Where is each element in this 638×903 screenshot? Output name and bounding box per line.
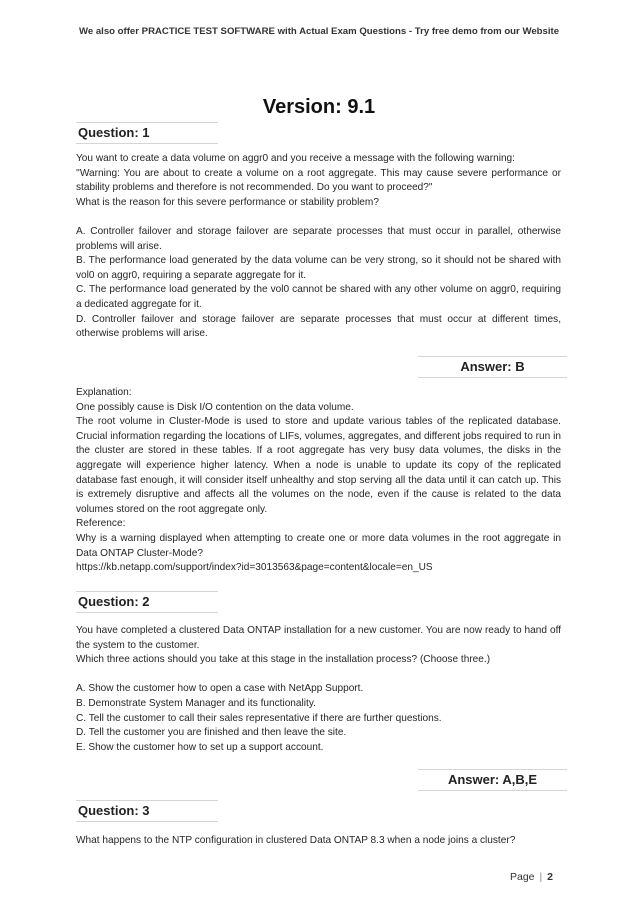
question-2-option-c: C. Tell the customer to call their sales representative if there are further questions. — [76, 712, 442, 724]
question-1-option-c: C. The performance load generated by the vol0 cannot be shared with any other volume on aggr0, requiring a dedicated aggregate for it. — [76, 284, 561, 310]
question-1-explanation — [76, 386, 561, 576]
page-separator: | — [539, 871, 543, 883]
question-3-stem: What happens to the NTP configuration in clustered Data ONTAP 8.3 when a node joins a cluster? — [76, 835, 516, 846]
question-2-option-d: D. Tell the customer you are finished and then leave the site. — [76, 727, 347, 739]
reference-title: Why is a warning displayed when attempting to create one or more data volumes in the root aggregate in Data ONTAP Cluster-Mode? — [76, 532, 561, 559]
explanation-detail: The root volume in Cluster-Mode is used to store and update various tables of the replicated database. Crucial information regarding the locations of LIFs, volumes, aggregates, and different jobs required to run in the cluster are stored in these tables. If a root aggregate has very busy data volumes, the disks in the aggregate will experience higher latency. When a node is unable to update its copy of the replicated database fast enough, it will consider itself unhealthy and stop serving all the data until it can catch up. This is extremely disruptive and affects all the volumes on the node, even if the cause is related to the data volumes stored on the root aggregate only. — [76, 416, 561, 515]
question-3-body — [76, 834, 561, 849]
question-1-body — [76, 152, 561, 342]
explanation-cause: One possibly cause is Disk I/O contention on the data volume. — [76, 401, 354, 413]
reference-label: Reference: — [76, 518, 126, 530]
question-1-option-b: B. The performance load generated by the data volume can be very strong, so it should not be shared with vol0 on aggr0, requiring a separate aggregate for it. — [76, 255, 561, 281]
version-title: Version: 9.1 — [262, 96, 376, 118]
question-2-option-b: B. Demonstrate System Manager and its functionality. — [76, 697, 316, 709]
question-2-heading: Question: 2 — [76, 591, 218, 613]
reference-link[interactable]: https://kb.netapp.com/support/index?id=3013563&page=content&locale=en_US — [76, 562, 433, 574]
question-2-option-a: A. Show the customer how to open a case with NetApp Support. — [76, 683, 364, 695]
question-1-option-a: A. Controller failover and storage failover are separate processes that must occur in parallel, otherwise problems will arise. — [76, 225, 561, 252]
question-1-stem-warning: ''Warning: You are about to create a volume on a root aggregate. This may cause severe performance or stability problems and therefore is not recommended. Do you want to proceed?" — [76, 167, 561, 194]
question-2-stem-question: Which three actions should you take at this stage in the installation process? (Choose three.) — [76, 654, 491, 666]
question-1-stem-line: You want to create a data volume on aggr0 and you receive a message with the following warning: — [76, 153, 515, 164]
question-1-answer: Answer: B — [418, 356, 567, 378]
page-number: 2 — [547, 871, 553, 883]
page-label: Page — [510, 871, 535, 883]
page-footer — [510, 871, 553, 883]
promo-banner: We also offer PRACTICE TEST SOFTWARE with Actual Exam Questions - Try free demo from our Website — [78, 26, 560, 37]
question-1-heading: Question: 1 — [76, 122, 218, 144]
question-2-option-e: E. Show the customer how to set up a support account. — [76, 741, 324, 753]
question-1-option-d: D. Controller failover and storage failover are separate processes that must occur at different times, otherwise problems will arise. — [76, 313, 561, 340]
question-2-stem-context: You have completed a clustered Data ONTAP installation for a new customer. You are now ready to hand off the system to the customer. — [76, 625, 561, 651]
question-2-body — [76, 624, 561, 755]
question-1-stem-question: What is the reason for this severe performance or stability problem? — [76, 196, 379, 208]
question-3-heading: Question: 3 — [76, 800, 218, 822]
question-2-answer: Answer: A,B,E — [418, 769, 567, 791]
explanation-label: Explanation: — [76, 387, 132, 398]
